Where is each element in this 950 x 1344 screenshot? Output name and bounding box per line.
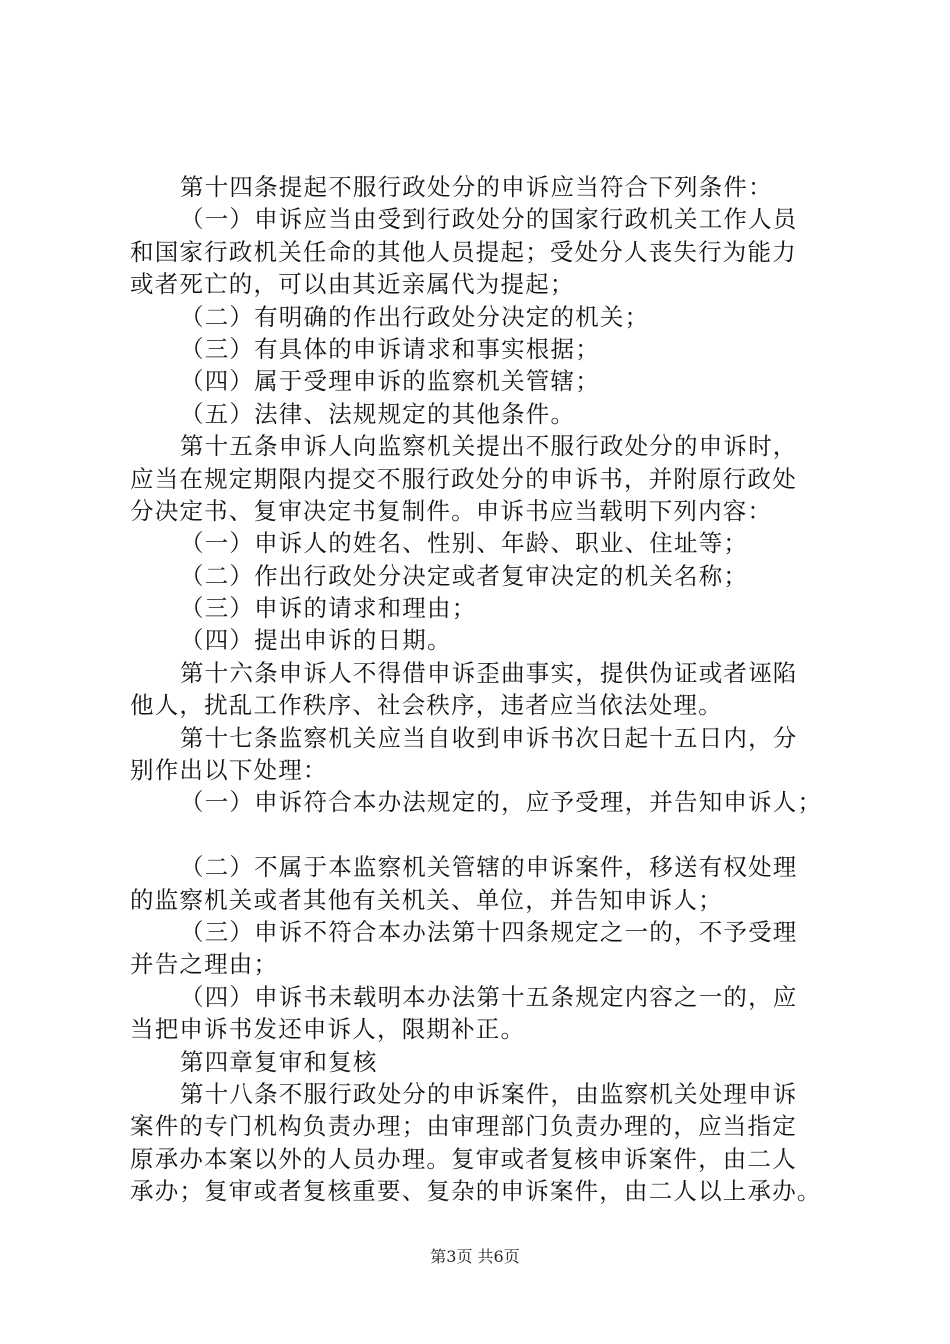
text-line: 第十五条申诉人向监察机关提出不服行政处分的申诉时， — [180, 432, 798, 461]
document-body — [130, 171, 850, 1208]
text-line: （一）申诉符合本办法规定的，应予受理，并告知申诉人； — [180, 788, 823, 817]
text-line: （五）法律、法规规定的其他条件。 — [180, 399, 576, 428]
text-line: （四）提出申诉的日期。 — [180, 626, 452, 655]
page-footer: 第3页 共6页 — [430, 1247, 520, 1266]
text-line: 原承办本案以外的人员办理。复审或者复核申诉案件，由二人 — [130, 1144, 797, 1173]
text-line: （二）有明确的作出行政处分决定的机关； — [180, 302, 650, 331]
text-line: （一）申诉人的姓名、性别、年龄、职业、住址等； — [180, 529, 749, 558]
text-line: （四）申诉书未载明本办法第十五条规定内容之一的，应 — [180, 982, 798, 1011]
text-line: 案件的专门机构负责办理；由审理部门负责办理的，应当指定 — [130, 1112, 797, 1141]
text-line: 他人，扰乱工作秩序、社会秩序，违者应当依法处理。 — [130, 691, 723, 720]
blank-line — [130, 819, 850, 851]
text-line: （三）申诉不符合本办法第十四条规定之一的，不予受理 — [180, 917, 798, 946]
text-line: （三）有具体的申诉请求和事实根据； — [180, 334, 600, 363]
text-line: （三）申诉的请求和理由； — [180, 594, 477, 623]
text-line: 当把申诉书发还申诉人，限期补正。 — [130, 1015, 526, 1044]
text-line: 并告之理由； — [130, 950, 279, 979]
text-line: （四）属于受理申诉的监察机关管辖； — [180, 367, 600, 396]
text-line: 应当在规定期限内提交不服行政处分的申诉书，并附原行政处 — [130, 464, 797, 493]
text-line: 第十八条不服行政处分的申诉案件，由监察机关处理申诉 — [180, 1079, 798, 1108]
text-line: 别作出以下处理： — [130, 756, 328, 785]
text-line: （二）作出行政处分决定或者复审决定的机关名称； — [180, 561, 749, 590]
text-line: 分决定书、复审决定书复制件。申诉书应当载明下列内容： — [130, 496, 773, 525]
text-line: 第十七条监察机关应当自收到申诉书次日起十五日内，分 — [180, 723, 798, 752]
text-line: 的监察机关或者其他有关机关、单位，并告知申诉人； — [130, 885, 723, 914]
text-line: 或者死亡的，可以由其近亲属代为提起； — [130, 270, 575, 299]
text-line: 第十四条提起不服行政处分的申诉应当符合下列条件： — [180, 173, 773, 201]
text-line: （一）申诉应当由受到行政处分的国家行政机关工作人员 — [180, 205, 798, 234]
text-line: 承办；复审或者复核重要、复杂的申诉案件，由二人以上承办。 — [130, 1177, 822, 1206]
text-line: 第十六条申诉人不得借申诉歪曲事实，提供伪证或者诬陷 — [180, 658, 798, 687]
text-line: （二）不属于本监察机关管辖的申诉案件，移送有权处理 — [180, 853, 798, 882]
text-line: 和国家行政机关任命的其他人员提起；受处分人丧失行为能力 — [130, 237, 797, 266]
text-line: 第四章复审和复核 — [180, 1047, 378, 1076]
